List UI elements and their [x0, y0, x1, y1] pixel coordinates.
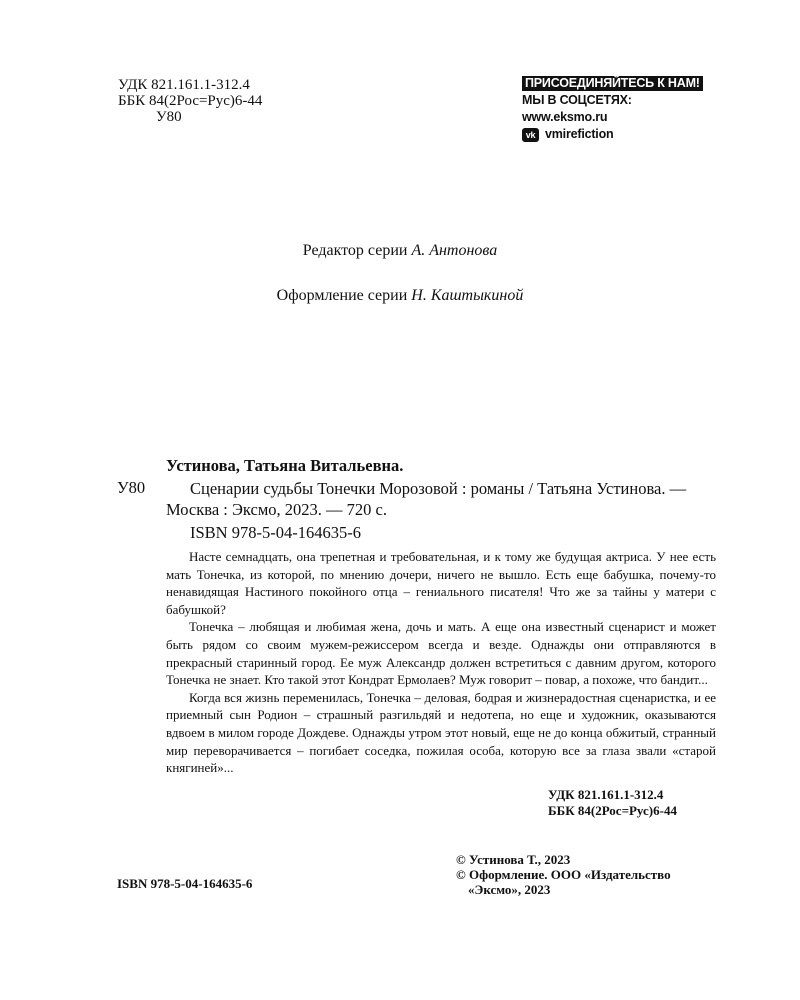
classification-codes-bottom [548, 787, 677, 819]
copyright-block [456, 852, 671, 897]
classification-codes-top [118, 77, 262, 125]
isbn-bottom: ISBN 978-5-04-164635-6 [117, 876, 253, 891]
editor-credit [0, 242, 800, 260]
bbk-code-bottom: ББК 84(2Рос=Рус)6-44 [548, 803, 677, 818]
design-credit [0, 287, 800, 305]
udk-code: УДК 821.161.1-312.4 [118, 77, 250, 93]
join-banner: ПРИСОЕДИНЯЙТЕСЬ К НАМ! [522, 76, 703, 91]
vk-handle[interactable]: vmirefiction [545, 127, 614, 141]
isbn: ISBN 978-5-04-164635-6 [190, 523, 361, 542]
annotation-paragraph: Насте семнадцать, она трепетная и требовательная, и к тому же будущая актриса. У нее есть мать Тонечка, из которой, по мнению дочери, ничего не вышло. Есть еще бабушка, почему-то ненавидящая Настиного покойного отца – гениального писателя! Что же за тайны у матери с бабушкой? [166, 549, 716, 617]
author-heading: Устинова, Татьяна Витальевна. [166, 456, 404, 475]
annotation-paragraph: Когда вся жизнь переменилась, Тонечка – деловая, бодрая и жизнерадостная сценаристка, и ее приемный сын Родион – страшный разгильдяй и недотепа, но еще и художник, оказываются вдвоем в милом городе Дождеве. Однажды утром этот новый, еще не до конца обжитый, странный мир переворачивается – погибает соседка, пожилая особа, которую все за глаза звали «старой княгиней»... [166, 689, 716, 776]
copyright-line: «Эксмо», 2023 [468, 882, 551, 897]
bibliographic-description: Сценарии судьбы Тонечки Морозовой : романы / Татьяна Устинова. — Москва : Эксмо, 2023. — 720 с. [166, 479, 687, 519]
copyright-line: © Устинова Т., 2023 [456, 852, 571, 867]
networks-label: МЫ В СОЦСЕТЯХ: [522, 93, 632, 107]
social-block [522, 75, 703, 143]
annotation [166, 548, 716, 777]
vk-row[interactable] [522, 126, 703, 143]
editor-label: Редактор серии [302, 242, 408, 259]
author-mark: У80 [156, 109, 182, 125]
copyright-line: © Оформление. ООО «Издательство [456, 867, 671, 882]
design-name: Н. Каштыкиной [411, 287, 524, 304]
annotation-paragraph: Тонечка – любящая и любимая жена, дочь и мать. А еще она известный сценарист и может быть рядом со своим мужем-режиссером всегда и везде. Однажды они отправляются в прекрасный старинный город. Ее муж Александр должен встретиться с давним другом, которого Тонечка не знает. Кто такой этот Кондрат Ермолаев? Муж говорит – повар, а похоже, что бандит... [166, 619, 716, 688]
bbk-code: ББК 84(2Рос=Рус)6-44 [118, 93, 263, 109]
editor-name: А. Антонова [411, 242, 498, 259]
vk-icon: vk [522, 128, 539, 142]
website-link[interactable]: www.eksmo.ru [522, 110, 608, 124]
design-label: Оформление серии [276, 287, 408, 304]
bibliography-mark: У80 [117, 478, 146, 497]
udk-code-bottom: УДК 821.161.1-312.4 [548, 787, 664, 802]
